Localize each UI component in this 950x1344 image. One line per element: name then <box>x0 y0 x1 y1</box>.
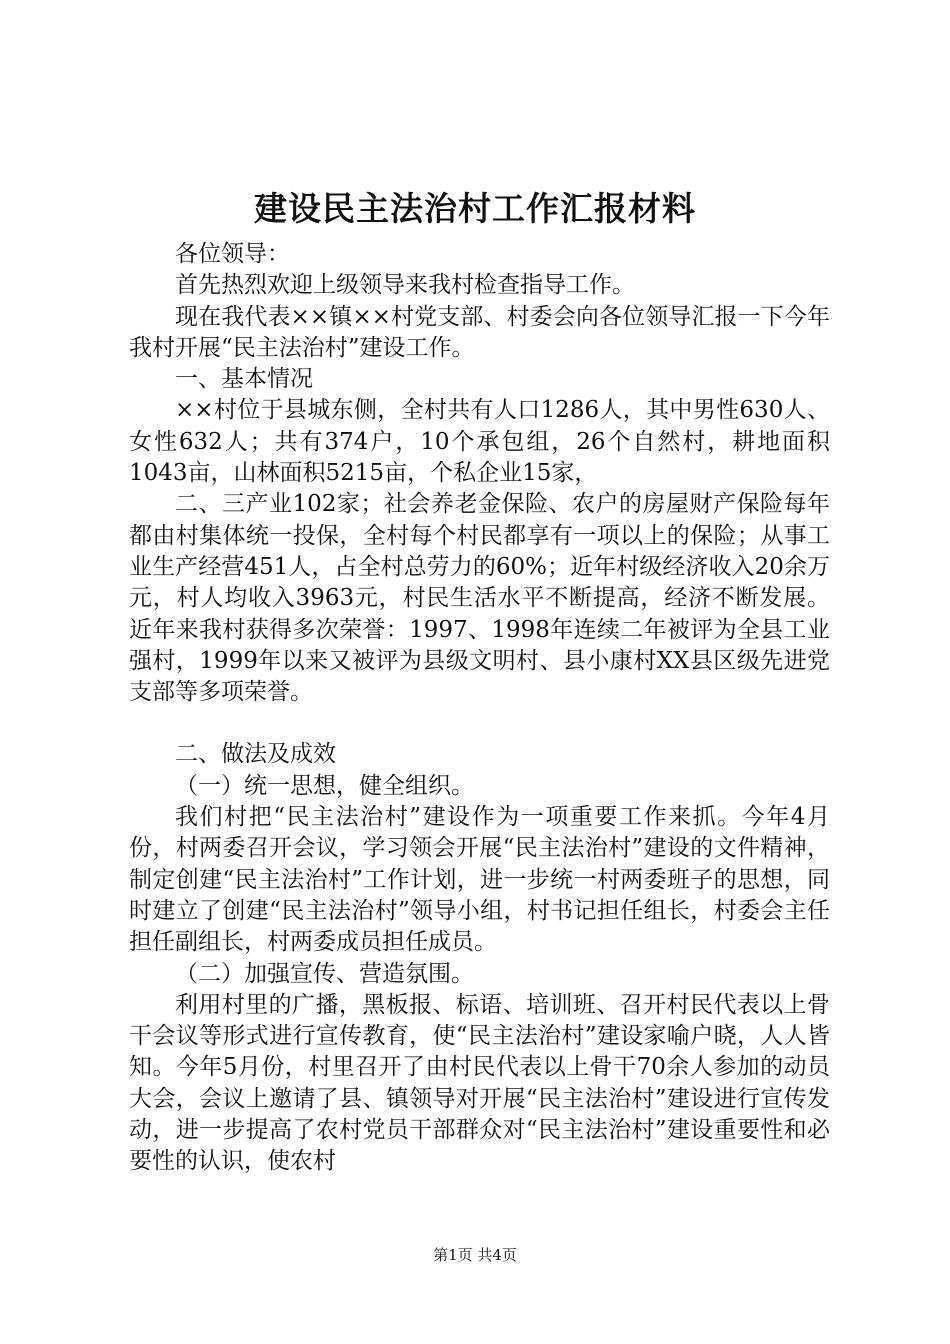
page-footer: 第1页 共4页 <box>433 1246 517 1264</box>
paragraph-salutation: 各位领导： <box>175 241 290 267</box>
section-heading-methods: 二、做法及成效 <box>175 741 336 768</box>
subheading-unify-thinking: （一）统一思想，健全组织。 <box>175 772 474 799</box>
document-body <box>129 239 830 1178</box>
section-heading-basic-info: 一、基本情况 <box>175 366 313 393</box>
subheading-publicity: （二）加强宣传、营造氛围。 <box>175 960 474 987</box>
document-title: 建设民主法治村工作汇报材料 <box>254 189 696 228</box>
paragraph-publicity: 利用村里的广播，黑板报、标语、培训班、召开村民代表以上骨干会议等形式进行宣传教育，使“民主法治村”建设家喻户晓，人人皆知。今年5月份，村里召开了由村民代表以上骨干70余人参加的动员大会，会议上邀请了县、镇领导对开展“民主法治村”建设进行宣传发动，进一步提高了农村党员干部群众对“民主法治村”建设重要性和必要性的认识，使农村 <box>129 991 830 1175</box>
paragraph-basic-info: ××村位于县城东侧，全村共有人口1286人，其中男性630人、女性632人；共有374户，10个承包组，26个自然村，耕地面积1043亩，山林面积5215亩，个私企业15家， <box>129 397 830 487</box>
paragraph-unify-thinking: 我们村把“民主法治村”建设作为一项重要工作来抓。今年4月份，村两委召开会议，学习领会开展“民主法治村”建设的文件精神，制定创建“民主法治村”工作计划，进一步统一村两委班子的思想，同时建立了创建“民主法治村”领导小组，村书记担任组长，村委会主任担任副组长，村两委成员担任成员。 <box>129 804 830 956</box>
paragraph-industry-honors: 二、三产业102家；社会养老金保险、农户的房屋财产保险每年都由村集体统一投保，全村每个村民都享有一项以上的保险；从事工业生产经营451人，占全村总劳力的60%；近年村级经济收入20余万元，村人均收入3963元，村民生活水平不断提高，经济不断发展。近年来我村获得多次荣誉：1997、1998年连续二年被评为全县工业强村，1999年以来又被评为县级文明村、县小康村XX县区级先进党支部等多项荣誉。 <box>129 491 830 706</box>
paragraph-welcome: 首先热烈欢迎上级领导来我村检查指导工作。 <box>175 272 635 299</box>
paragraph-intro: 现在我代表××镇××村党支部、村委会向各位领导汇报一下今年我村开展“民主法治村”建设工作。 <box>129 303 830 361</box>
